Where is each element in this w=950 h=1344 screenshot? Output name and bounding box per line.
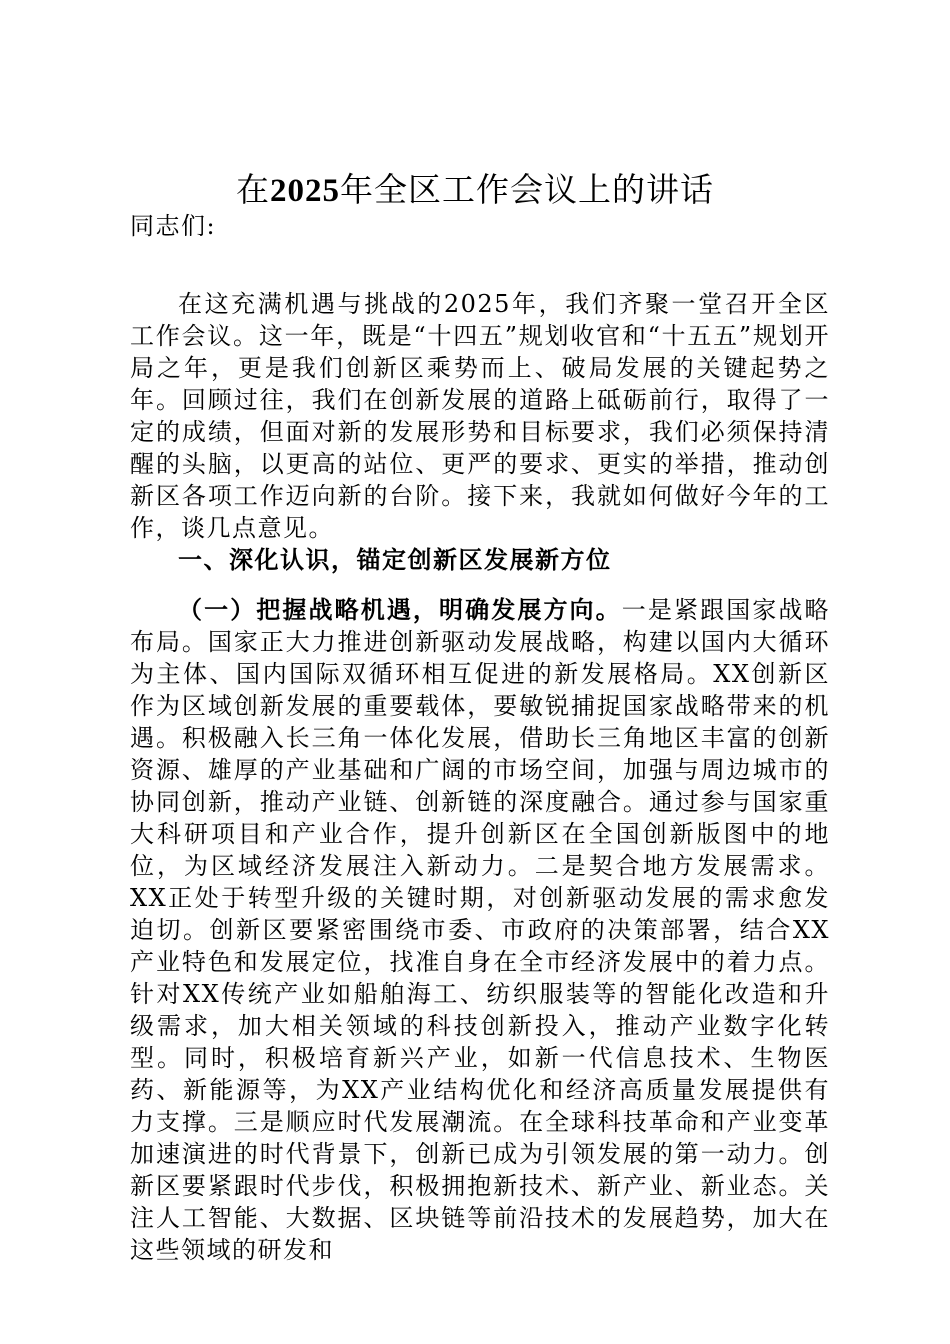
title-prefix: 在 <box>236 170 270 209</box>
section-heading-text: 一、深化认识，锚定创新区发展新方位 <box>178 545 612 574</box>
salutation-text: 同志们: <box>130 212 217 240</box>
page-title <box>0 168 950 213</box>
subsection-body: 一是紧跟国家战略布局。国家正大力推进创新驱动发展战略，构建以国内大循环为主体、国内国际双循环相互促进的新发展格局。XX创新区作为区域创新发展的重要载体，要敏锐捕捉国家战略带来的机遇。积极融入长三角一体化发展，借助长三角地区丰富的创新资源、雄厚的产业基础和广阔的市场空间，加强与周边城市的协同创新，推动产业链、创新链的深度融合。通过参与国家重大科研项目和产业合作，提升创新区在全国创新版图中的地位，为区域经济发展注入新动力。二是契合地方发展需求。XX正处于转型升级的关键时期，对创新驱动发展的需求愈发迫切。创新区要紧密围绕市委、市政府的决策部署，结合XX产业特色和发展定位，找准自身在全市经济发展中的着力点。针对XX传统产业如船舶海工、纺织服装等的智能化改造和升级需求，加大相关领域的科技创新投入，推动产业数字化转型。同时，积极培育新兴产业，如新一代信息技术、生物医药、新能源等，为XX产业结构优化和经济高质量发展提供有力支撑。三是顺应时代发展潮流。在全球科技革命和产业变革加速演进的时代背景下，创新已成为引领发展的第一动力。创新区要紧跟时代步伐，积极拥抱新技术、新产业、新业态。关注人工智能、大数据、区块链等前沿技术的发展趋势，加大在这些领域的研发和 <box>130 596 831 1264</box>
body-paragraph <box>130 594 830 1266</box>
intro-text: 在这充满机遇与挑战的2025年，我们齐聚一堂召开全区工作会议。这一年，既是“十四五”规划收官和“十五五”规划开局之年，更是我们创新区乘势而上、破局发展的关键起势之年。回顾过往，我们在创新发展的道路上砥砺前行，取得了一定的成绩，但面对新的发展形势和目标要求，我们必须保持清醒的头脑，以更高的站位、更严的要求、更实的举措，推动创新区各项工作迈向新的台阶。接下来，我就如何做好今年的工作，谈几点意见。 <box>130 290 830 542</box>
body-paragraph-text <box>130 594 830 1266</box>
salutation <box>130 210 830 242</box>
title-suffix: 年全区工作会议上的讲话 <box>340 170 714 209</box>
subsection-lead: （一）把握战略机遇，明确发展方向。 <box>178 595 622 624</box>
section-heading <box>130 544 830 576</box>
intro-paragraph <box>130 288 830 544</box>
title-year: 2025 <box>270 173 340 209</box>
